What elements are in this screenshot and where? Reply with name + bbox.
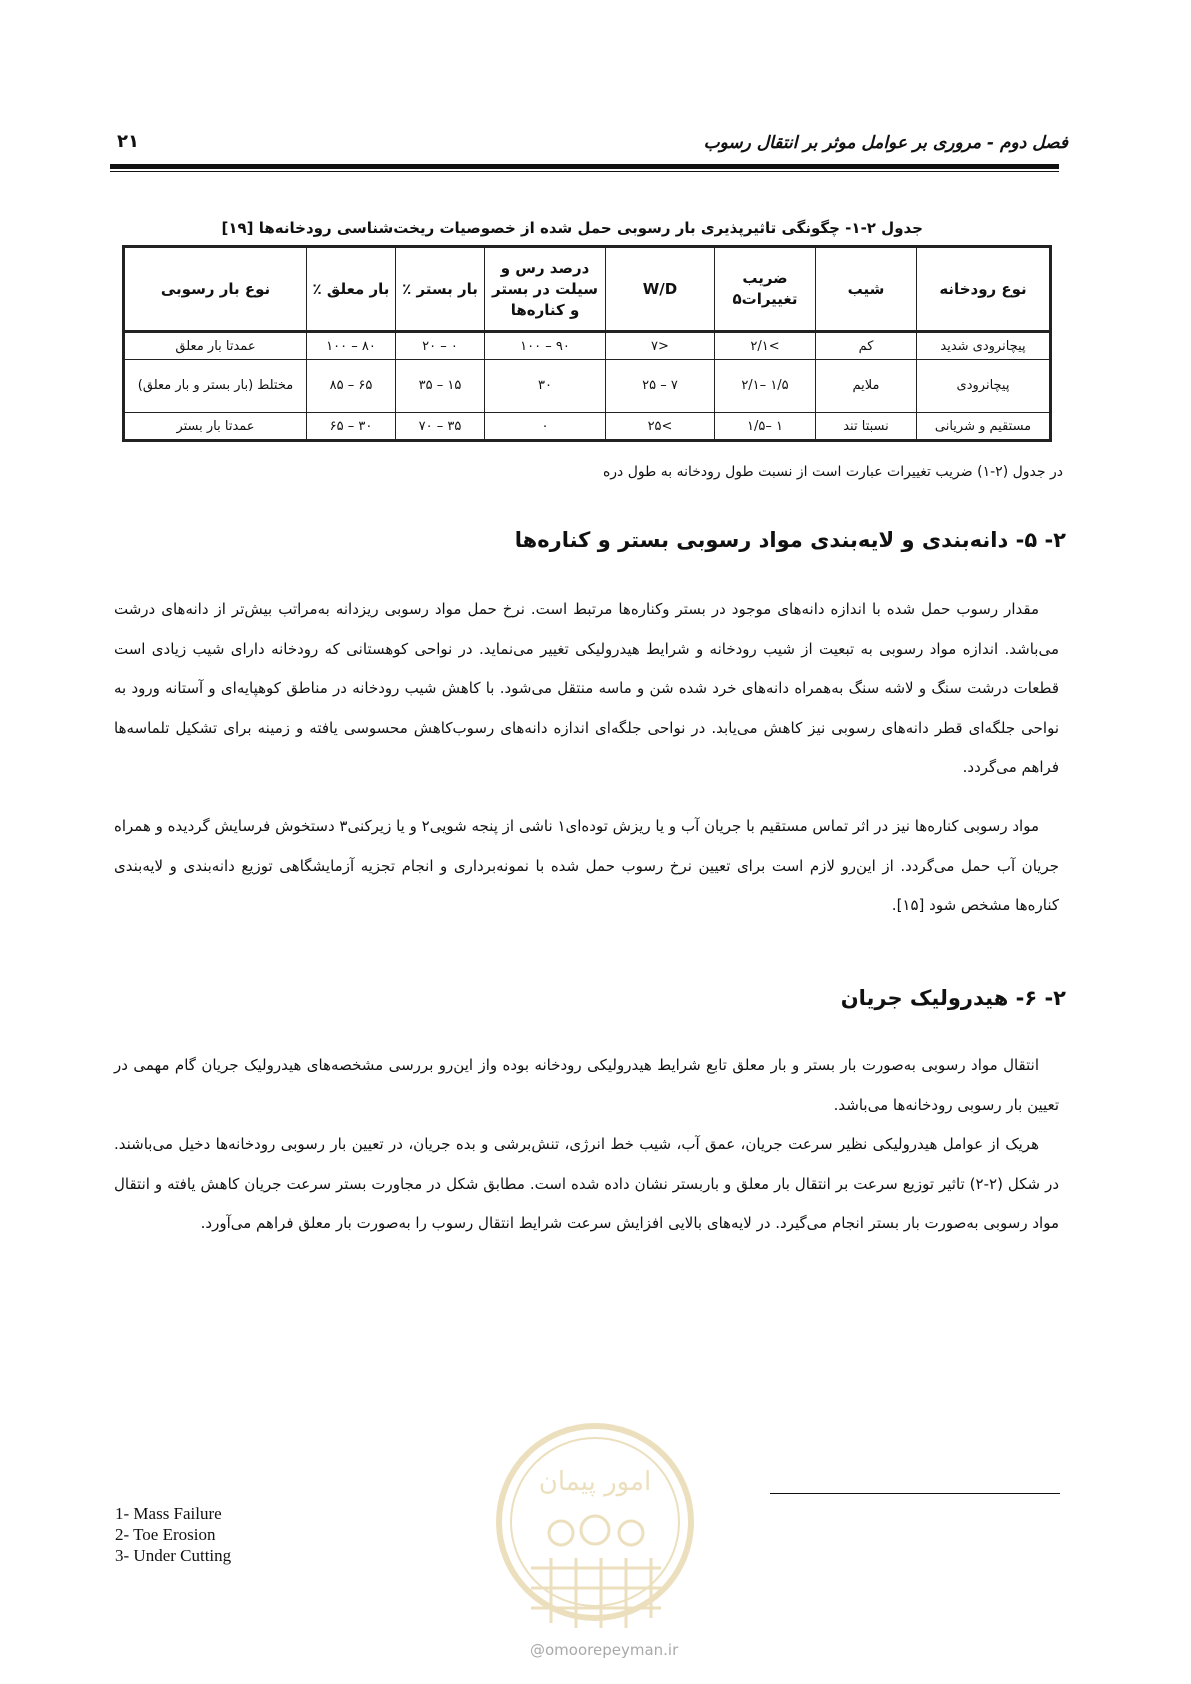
table-cell: عمدتا بار بستر — [124, 413, 307, 441]
header-silt-clay-percent: درصد رس و سیلت در بستر و کناره‌ها — [485, 247, 606, 332]
table-cell: مستقیم و شریانی — [917, 413, 1051, 441]
header-river-type: نوع رودخانه — [917, 247, 1051, 332]
table-cell: ۰ – ۲۰ — [396, 332, 485, 360]
header-width-depth: W/D — [606, 247, 715, 332]
header-rule-thick — [110, 164, 1059, 169]
table-cell: ۱۵ – ۳۵ — [396, 360, 485, 413]
page-number: ۲۱ — [117, 131, 139, 152]
table-row — [124, 332, 1051, 360]
paragraph: مواد رسوبی کناره‌ها نیز در اثر تماس مستقیم با جریان آب و یا ریزش توده‌ای۱ ناشی از پنجه شویی۲ و یا زیرکنی۳ دستخوش فرسایش گردیده و همراه جریان آب حمل می‌گردد. از این‌رو لازم است برای تعیین نرخ رسوب حمل شده با نمونه‌برداری و انجام تجزیه آزمایشگاهی توزیع دانه‌بندی و لایه‌بندی کناره‌ها مشخص شود [۱۵]. — [114, 817, 1059, 914]
watermark-inner-ring — [511, 1438, 679, 1606]
watermark-logo-text: امور پیمان — [538, 1467, 652, 1497]
header-rule-thin — [110, 171, 1059, 172]
header-bed-load: بار بستر ٪ — [396, 247, 485, 332]
header-slope: شیب — [816, 247, 917, 332]
header-sinuosity: ضریب تغییرات۵ — [715, 247, 816, 332]
river-properties-table — [122, 245, 1052, 442]
table-cell: ۱ –۱/۵ — [715, 413, 816, 441]
header-sediment-load-type: نوع بار رسوبی — [124, 247, 307, 332]
footnote-2: 2- Toe Erosion — [115, 1525, 216, 1544]
gear-icon — [549, 1521, 573, 1545]
gear-icon — [581, 1516, 609, 1544]
gear-icon — [619, 1521, 643, 1545]
table-cell: عمدتا بار معلق — [124, 332, 307, 360]
table-cell: کم — [816, 332, 917, 360]
table-cell: ۸۰ – ۱۰۰ — [307, 332, 396, 360]
table-cell: مختلط (بار بستر و بار معلق) — [124, 360, 307, 413]
table-cell: ۳۰ — [485, 360, 606, 413]
table-header-row — [124, 247, 1051, 332]
header-suspended-load: بار معلق ٪ — [307, 247, 396, 332]
table-cell: ۶۵ – ۸۵ — [307, 360, 396, 413]
table-cell: ۷ – ۲۵ — [606, 360, 715, 413]
table-cell: ۳۵ – ۷۰ — [396, 413, 485, 441]
table-cell: پیچانرودی شدید — [917, 332, 1051, 360]
footnote-3: 3- Under Cutting — [115, 1546, 232, 1565]
table-cell: ۱/۵ –۲/۱ — [715, 360, 816, 413]
table-cell: ملایم — [816, 360, 917, 413]
footnote-1: 1- Mass Failure — [115, 1504, 222, 1523]
table-row — [124, 413, 1051, 441]
paragraph: مقدار رسوب حمل شده با اندازه دانه‌های موجود در بستر وکناره‌ها مرتبط است. نرخ حمل مواد رسوبی ریزدانه به‌مراتب بیش‌تر از دانه‌های درشت می‌باشد. اندازه مواد رسوبی به تبعیت از شیب رودخانه و شرایط هیدرولیکی تغییر می‌نماید. در نواحی کوهستانی که رودخانه دارای شیب زیادی است قطعات درشت سنگ و لاشه سنگ به‌همراه دانه‌های خرد شده شن و ماسه منتقل می‌شود. با کاهش شیب رودخانه در مناطق کوهپایه‌ای و آستانه ورود به نواحی جلگه‌ای قطر دانه‌های رسوبی نیز کاهش می‌یابد. در نواحی جلگه‌ای اندازه دانه‌های رسوب‌کاهش محسوسی یافته و زمینه برای تشکیل تلماسه‌ها فراهم می‌گردد. — [114, 600, 1059, 776]
footnotes — [115, 1503, 231, 1566]
table-cell: >۲۵ — [606, 413, 715, 441]
chapter-title: فصل دوم - مروری بر عوامل موثر بر انتقال رسوب — [703, 133, 1068, 153]
section-heading-hydraulics: ۲- ۶- هیدرولیک جریان — [840, 986, 1066, 1010]
table-cell: نسبتا تند — [816, 413, 917, 441]
table-note: در جدول (۲-۱) ضریب تغییرات عبارت است از نسبت طول رودخانه به طول دره — [602, 464, 1063, 480]
footnote-separator — [770, 1493, 1060, 1494]
watermark-site: @omoorepeyman.ir — [530, 1641, 679, 1659]
table-cell: >۲/۱ — [715, 332, 816, 360]
table-cell: ۰ — [485, 413, 606, 441]
watermark-logo — [491, 1418, 700, 1640]
table-cell: <۷ — [606, 332, 715, 360]
table-cell: ۳۰ – ۶۵ — [307, 413, 396, 441]
table-cell: پیچانرودی — [917, 360, 1051, 413]
section-heading-grading: ۲- ۵- دانه‌بندی و لایه‌بندی مواد رسوبی بستر و کناره‌ها — [514, 528, 1066, 552]
table-cell: ۹۰ – ۱۰۰ — [485, 332, 606, 360]
table-caption: جدول ۲-۱- چگونگی تاثیرپذیری بار رسوبی حمل شده از خصوصیات ریخت‌شناسی رودخانه‌ها [۱۹] — [221, 219, 923, 237]
paragraph: انتقال مواد رسوبی به‌صورت بار بستر و بار معلق تابع شرایط هیدرولیکی رودخانه بوده واز این‌رو بررسی مشخصه‌های هیدرولیک جریان گام مهمی در تعیین بار رسوبی رودخانه‌ها می‌باشد. — [114, 1056, 1059, 1114]
table-row — [124, 360, 1051, 413]
paragraph: هریک از عوامل هیدرولیکی نظیر سرعت جریان، عمق آب، شیب خط انرژی، تنش‌برشی و بده جریان، در تعیین بار رسوبی رودخانه‌ها دخیل می‌باشند. در شکل (۲-۲) تاثیر توزیع سرعت بر انتقال بار معلق و باربستر نشان داده شده است. مطابق شکل در مجاورت بستر سرعت جریان کاهش یافته و انتقال مواد رسوبی به‌صورت بار بستر انجام می‌گیرد. در لایه‌های بالایی افزایش سرعت شرایط انتقال رسوب را به‌صورت بار معلق فراهم می‌آورد. — [114, 1135, 1059, 1232]
